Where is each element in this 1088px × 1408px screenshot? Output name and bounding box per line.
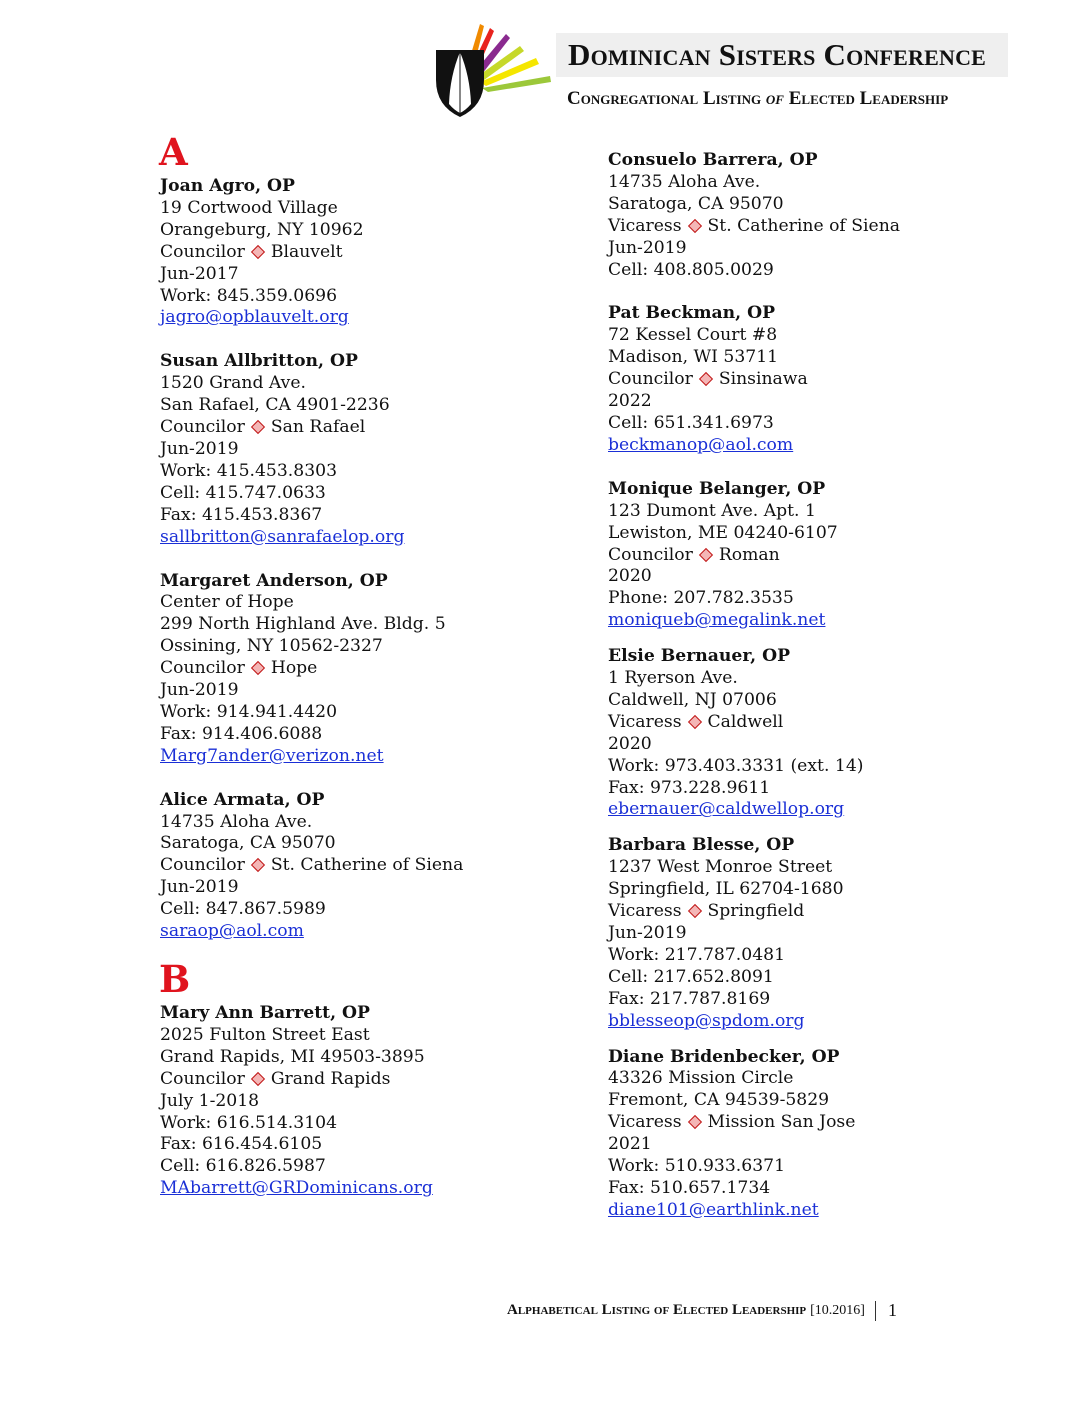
address-line: 299 North Highland Ave. Bldg. 5 — [160, 614, 446, 635]
term: 2021 — [608, 1134, 652, 1155]
address-line: 43326 Mission Circle — [608, 1068, 794, 1089]
member-name: Alice Armata, OP — [160, 789, 325, 810]
fax: Fax: 415.453.8367 — [160, 504, 323, 525]
role-line — [160, 417, 590, 439]
congregation: St. Catherine of Siena — [270, 855, 464, 876]
diamond-icon — [251, 858, 265, 872]
header-title-box — [556, 33, 1008, 77]
phone: Cell: 847.867.5989 — [160, 899, 326, 920]
term: Jun-2019 — [608, 237, 687, 258]
role: Vicaress — [608, 215, 682, 236]
phone: Cell: 408.805.0029 — [608, 259, 774, 280]
email-link[interactable]: moniqueb@megalink.net — [608, 610, 826, 631]
congregation: Caldwell — [707, 711, 784, 732]
role: Councilor — [160, 1068, 245, 1089]
member-name: Pat Beckman, OP — [608, 303, 776, 324]
member-name: Monique Belanger, OP — [608, 478, 826, 499]
email-link[interactable]: jagro@opblauvelt.org — [160, 307, 349, 328]
address-line: 14735 Aloha Ave. — [608, 171, 761, 192]
member-name: Diane Bridenbecker, OP — [608, 1046, 840, 1067]
email-link[interactable]: ebernauer@caldwellop.org — [608, 799, 845, 820]
term: Jun-2017 — [160, 263, 239, 284]
role: Vicaress — [608, 901, 682, 922]
list-item — [608, 303, 1038, 456]
member-name: Mary Ann Barrett, OP — [160, 1003, 370, 1023]
list-item — [160, 176, 590, 329]
list-item — [608, 150, 1038, 281]
email-link[interactable]: beckmanop@aol.com — [608, 434, 794, 455]
role-line — [608, 545, 1038, 567]
address-line: Grand Rapids, MI 49503-3895 — [160, 1046, 425, 1067]
section-letter-a: A — [159, 130, 188, 174]
diamond-icon — [251, 420, 265, 434]
phone: Work: 217.787.0481 — [608, 944, 786, 965]
address-line: 123 Dumont Ave. Apt. 1 — [608, 500, 816, 521]
right-column — [608, 150, 1038, 1244]
diamond-icon — [251, 245, 265, 259]
list-item — [608, 479, 1038, 632]
member-name: Margaret Anderson, OP — [160, 570, 388, 591]
congregation: San Rafael — [270, 417, 366, 438]
address-line: 1237 West Monroe Street — [608, 857, 833, 878]
list-item — [160, 1003, 590, 1200]
fax: Fax: 973.228.9611 — [608, 777, 771, 798]
role-line — [608, 216, 1038, 238]
subtitle-part: Elected Leadership — [783, 88, 949, 109]
role-line — [608, 369, 1038, 391]
role-line — [608, 712, 1038, 734]
address-line: 1520 Grand Ave. — [160, 373, 306, 394]
term: Jun-2019 — [160, 438, 239, 459]
fax: Fax: 914.406.6088 — [160, 723, 323, 744]
phone: Cell: 217.652.8091 — [608, 966, 774, 987]
congregation: Sinsinawa — [718, 369, 808, 390]
address-line: 14735 Aloha Ave. — [160, 811, 313, 832]
list-item — [160, 351, 590, 548]
role-line — [608, 1112, 1038, 1134]
address-line: Ossining, NY 10562-2327 — [160, 636, 383, 657]
congregation: Grand Rapids — [270, 1068, 391, 1089]
address-line: Saratoga, CA 95070 — [608, 193, 784, 214]
email-link[interactable]: saraop@aol.com — [160, 921, 304, 942]
subtitle-part: Congregational Listing — [567, 88, 766, 109]
phone: Work: 914.941.4420 — [160, 701, 338, 722]
list-item — [608, 835, 1038, 1032]
member-name: Elsie Bernauer, OP — [608, 646, 791, 667]
congregation: Roman — [718, 544, 780, 565]
footer-date: [10.2016] — [810, 1302, 865, 1318]
term: 2020 — [608, 566, 652, 587]
address-line: San Rafael, CA 4901-2236 — [160, 395, 390, 416]
phone: Phone: 207.782.3535 — [608, 588, 794, 609]
role: Councilor — [608, 369, 693, 390]
phone: Cell: 415.747.0633 — [160, 482, 326, 503]
congregation: Springfield — [707, 901, 805, 922]
term: Jun-2019 — [160, 680, 239, 701]
section-letter-b: B — [159, 957, 191, 1001]
role: Vicaress — [608, 711, 682, 732]
fax: Fax: 217.787.8169 — [608, 988, 771, 1009]
footer-title: Alphabetical Listing of Elected Leadership — [507, 1302, 807, 1318]
diamond-icon — [251, 661, 265, 675]
term: 2020 — [608, 733, 652, 754]
address-line: Center of Hope — [160, 592, 294, 613]
document-subtitle — [567, 88, 948, 110]
page-footer — [507, 1300, 897, 1321]
email-link[interactable]: bblesseop@spdom.org — [608, 1010, 805, 1031]
phone: Work: 973.403.3331 (ext. 14) — [608, 755, 864, 776]
phone: Cell: 616.826.5987 — [160, 1156, 326, 1177]
member-name: Susan Allbritton, OP — [160, 351, 358, 372]
role: Vicaress — [608, 1112, 682, 1133]
email-link[interactable]: sallbritton@sanrafaelop.org — [160, 526, 405, 547]
role: Councilor — [160, 855, 245, 876]
fax: Fax: 616.454.6105 — [160, 1134, 323, 1155]
role-line — [160, 658, 590, 680]
role: Councilor — [608, 544, 693, 565]
phone: Work: 510.933.6371 — [608, 1156, 786, 1177]
diamond-icon — [687, 219, 701, 233]
phone: Cell: 651.341.6973 — [608, 412, 774, 433]
term: Jun-2019 — [160, 877, 239, 898]
member-name: Joan Agro, OP — [160, 176, 295, 196]
list-item — [608, 646, 1038, 821]
member-name: Barbara Blesse, OP — [608, 835, 795, 856]
diamond-icon — [699, 372, 713, 386]
congregation: Blauvelt — [270, 241, 343, 262]
email-link[interactable]: MAbarrett@GRDominicans.org — [160, 1178, 433, 1199]
term: Jun-2019 — [608, 923, 687, 943]
list-item — [160, 790, 590, 943]
diamond-icon — [687, 904, 701, 918]
document-title: Dominican Sisters Conference — [568, 37, 987, 72]
address-line: Fremont, CA 94539-5829 — [608, 1090, 830, 1111]
address-line: 19 Cortwood Village — [160, 197, 338, 218]
address-line: 1 Ryerson Ave. — [608, 668, 738, 689]
role: Councilor — [160, 241, 245, 262]
member-name: Consuelo Barrera, OP — [608, 150, 818, 170]
left-column — [160, 130, 590, 1222]
subtitle-em: of — [765, 88, 784, 109]
address-line: Lewiston, ME 04240-6107 — [608, 522, 838, 543]
term: 2022 — [608, 391, 652, 412]
phone: Work: 845.359.0696 — [160, 285, 338, 306]
role-line — [160, 1069, 590, 1091]
address-line: Springfield, IL 62704-1680 — [608, 879, 844, 900]
email-link[interactable]: Marg7ander@verizon.net — [160, 745, 384, 766]
role-line — [160, 855, 590, 877]
role: Councilor — [160, 417, 245, 438]
role-line — [608, 901, 1038, 923]
role-line — [160, 242, 590, 264]
fax: Fax: 510.657.1734 — [608, 1177, 771, 1198]
address-line: Orangeburg, NY 10962 — [160, 219, 364, 240]
diamond-icon — [251, 1072, 265, 1086]
email-link[interactable]: diane101@earthlink.net — [608, 1199, 819, 1220]
address-line: 2025 Fulton Street East — [160, 1024, 370, 1045]
address-line: Madison, WI 53711 — [608, 347, 779, 368]
page-number: 1 — [887, 1300, 897, 1320]
address-line: 72 Kessel Court #8 — [608, 325, 778, 346]
congregation: St. Catherine of Siena — [707, 215, 901, 236]
congregation: Hope — [270, 658, 318, 679]
phone: Work: 616.514.3104 — [160, 1112, 338, 1133]
list-item — [608, 1047, 1038, 1222]
address-line: Saratoga, CA 95070 — [160, 833, 336, 854]
conference-logo — [432, 18, 554, 120]
diamond-icon — [687, 1115, 701, 1129]
address-line: Caldwell, NJ 07006 — [608, 689, 777, 710]
diamond-icon — [699, 547, 713, 561]
phone: Work: 415.453.8303 — [160, 460, 338, 481]
diamond-icon — [687, 715, 701, 729]
term: July 1-2018 — [160, 1090, 260, 1111]
list-item — [160, 571, 590, 768]
role: Councilor — [160, 658, 245, 679]
footer-divider — [875, 1301, 876, 1321]
congregation: Mission San Jose — [707, 1112, 856, 1133]
